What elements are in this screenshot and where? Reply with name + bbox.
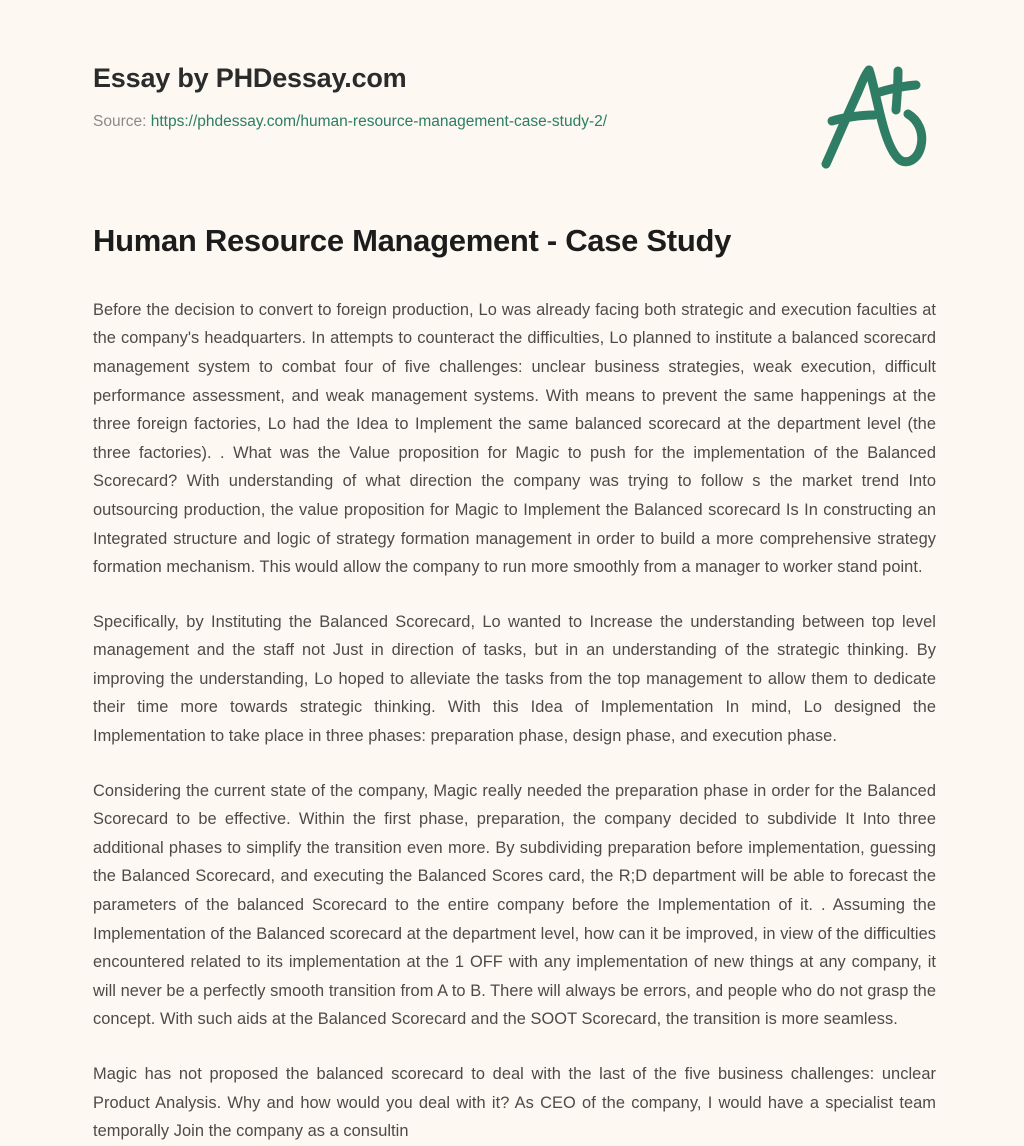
brand-title: Essay by PHDessay.com <box>93 63 407 93</box>
aplus-logo <box>812 58 937 173</box>
source-url-link[interactable]: https://phdessay.com/human-resource-management-case-study-2/ <box>150 113 608 131</box>
paragraph: Before the decision to convert to foreign production, Lo was already facing both strategic and execution faculties at the company's headquarters. In attempts to counteract the difficulties, Lo planned to institute a balanced scorecard management system to combat four of five challenges: unclear business strategies, weak execution, difficult performance assessment, and weak management systems. With means to prevent the same happenings at the three foreign factories, Lo had the Idea to Implement the same balanced scorecard at the department level (the three factories). . What was the Value proposition for Magic to push for the implementation of the Balanced Scorecard? With understanding of what direction the company was trying to follow s the market trend Into outsourcing production, the value proposition for Magic to Implement the Balanced scorecard Is In constructing an Integrated structure and logic of strategy formation management in order to build a more comprehensive strategy formation mechanism. This would allow the company to run more smoothly from a manager to worker stand point. <box>93 300 936 577</box>
source-line <box>93 112 933 132</box>
page-header <box>93 62 933 172</box>
paragraph: Considering the current state of the company, Magic really needed the preparation phase in order for the Balanced Scorecard to be effective. Within the first phase, preparation, the company decided to subdivide It Into three additional phases to simplify the transition even more. By subdividing preparation before implementation, guessing the Balanced Scorecard, and executing the Balanced Scores card, the R;D department will be able to forecast the parameters of the balanced Scorecard to the entire company before the Implementation of it. . Assuming the Implementation of the Balanced scorecard at the department level, how can it be improved, in view of the difficulties encountered related to its implementation at the 1 OFF with any implementation of new things at any company, it will never be a perfectly smooth transition from A to B. There will always be errors, and people who do not grasp the concept. With such aids at the Balanced Scorecard and the SOOT Scorecard, the transition is more seamless. <box>93 781 936 1029</box>
source-label: Source: <box>93 113 147 131</box>
page-title: Human Resource Management - Case Study <box>93 223 732 258</box>
paragraph: Magic has not proposed the balanced scorecard to deal with the last of the five business challenges: unclear Product Analysis. Why and how would you deal with it? As CEO of the company, I would have a specialist team temporally Join the company as a consultin <box>93 1065 936 1141</box>
paragraph: Specifically, by Instituting the Balanced Scorecard, Lo wanted to Increase the understanding between top level management and the staff not Just in direction of tasks, but in an understanding of the strategic thinking. By improving the understanding, Lo hoped to alleviate the tasks from the top management to allow them to dedicate their time more towards strategic thinking. With this Idea of Implementation In mind, Lo designed the Implementation to take place in three phases: preparation phase, design phase, and execution phase. <box>93 612 936 746</box>
article <box>93 222 936 1146</box>
aplus-logo-icon <box>812 58 937 173</box>
article-body <box>93 296 936 1146</box>
